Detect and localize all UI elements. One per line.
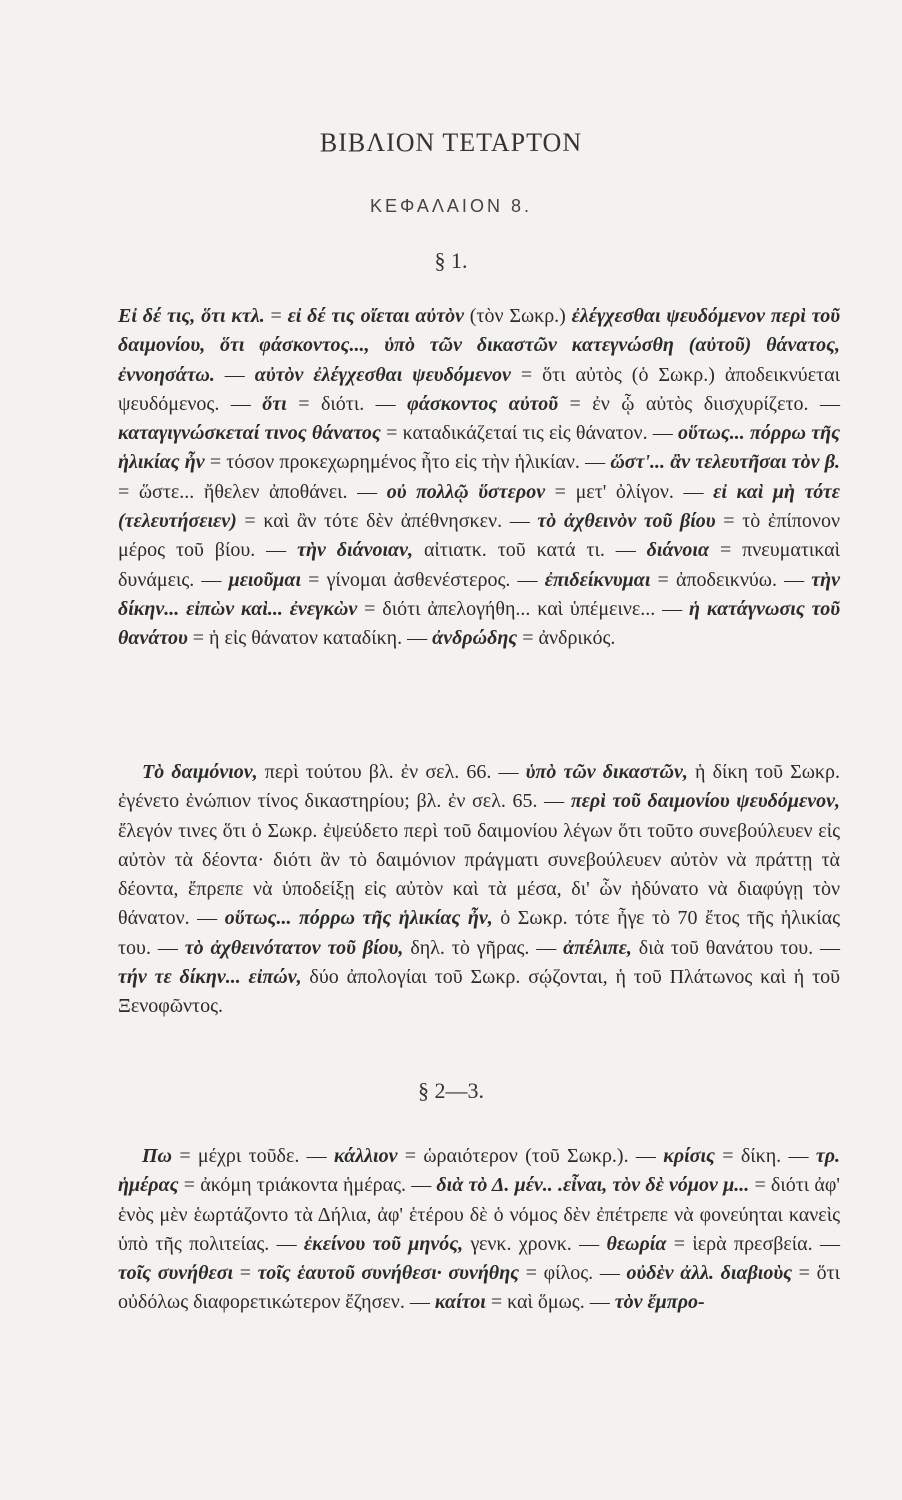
commentary-text: αἰτιατκ. τοῦ κατά τι. — bbox=[413, 539, 647, 562]
commentary-paragraph-1 bbox=[118, 302, 840, 654]
lemma-text: κάλλιον bbox=[334, 1145, 398, 1167]
commentary-paragraph-3 bbox=[118, 1142, 840, 1318]
lemma-text: Πω bbox=[142, 1145, 173, 1167]
lemma-text: διάνοια bbox=[646, 539, 710, 562]
lemma-text: μειοῦμαι bbox=[228, 568, 301, 591]
commentary-text: = ἀνδρικός. bbox=[517, 627, 616, 650]
lemma-text: Τὸ δαιμόνιον, bbox=[142, 761, 258, 783]
lemma-text: τὴν δίκην... εἰπὼν καὶ... ἐνεγκὼν bbox=[118, 568, 840, 620]
commentary-text: = διότι ἀπελογήθη... καὶ ὑπέμεινε... — bbox=[357, 597, 690, 620]
lemma-text: τρ. ἡμέρας bbox=[118, 1145, 840, 1197]
commentary-text: = ἐν ᾧ αὐτὸς διισχυρίζετο. — bbox=[558, 392, 841, 415]
lemma-text: τὸ ἀχθεινὸν τοῦ βίου bbox=[537, 510, 716, 533]
lemma-text: ἐκείνου τοῦ μηνός, bbox=[303, 1232, 464, 1255]
lemma-text: οὐ πολλῷ ὕστερον bbox=[386, 480, 546, 503]
lemma-text: ἀπέλιπε, bbox=[563, 936, 632, 959]
lemma-text: εἰ καὶ μὴ τότε (τελευτήσειεν) bbox=[118, 480, 841, 533]
lemma-text: καίτοι bbox=[434, 1291, 486, 1314]
lemma-text: διὰ τὸ Δ. μέν.. .εἶναι, τὸν δὲ νόμον μ... bbox=[436, 1174, 750, 1197]
commentary-text: = φίλος. — bbox=[519, 1262, 627, 1285]
lemma-text: οὕτως... πόρρω τῆς ἡλικίας ἦν, bbox=[224, 907, 493, 930]
commentary-text: δύο ἀπολογίαι τοῦ Σωκρ. σῴζονται, ἡ τοῦ Πλάτωνος καὶ ἡ τοῦ Ξενοφῶντος. bbox=[118, 966, 841, 1018]
lemma-text: Εἰ δέ τις, ὅτι κτλ. bbox=[118, 305, 265, 327]
lemma-text: ἐπιδείκνυμαι bbox=[544, 568, 651, 591]
commentary-text: γενκ. χρονκ. — bbox=[463, 1232, 607, 1255]
commentary-text: = μετ' ὀλίγον. — bbox=[545, 480, 714, 503]
lemma-text: ὥστ'... ἂν τελευτῆσαι τὸν β. bbox=[610, 451, 840, 474]
commentary-text: = ὡραιότερον (τοῦ Σωκρ.). — bbox=[397, 1145, 664, 1167]
commentary-text: = τὸ ἐπίπονον μέρος τοῦ βίου. — bbox=[118, 510, 840, 562]
section-heading-2: § 2—3. bbox=[418, 1078, 484, 1103]
commentary-text: = ἀποδεικνύω. — bbox=[650, 568, 812, 591]
lemma-text: ἐλέγχεσθαι ψευδόμενον περὶ τοῦ δαιμονίου, ὅτι φάσκοντος..., ὑπὸ τῶν δικαστῶν κατεγνώσθη (αὐτοῦ) θάνατος, ἐννοησάτω. bbox=[118, 305, 841, 386]
commentary-text: = γίνομαι ἀσθενέστερος. — bbox=[301, 568, 545, 591]
lemma-text: περὶ τοῦ δαιμονίου ψευδόμενον, bbox=[570, 790, 840, 813]
commentary-text: ἡ δίκη τοῦ Σωκρ. ἐγένετο ἐνώπιον τίνος δικαστηρίου; βλ. ἐν σελ. 65. — bbox=[118, 761, 840, 813]
commentary-text: = ὥστε... ἤθελεν ἀποθάνει. — bbox=[118, 480, 387, 503]
commentary-text: = bbox=[264, 305, 288, 327]
book-title: ΒΙΒΛΙΟΝ ΤΕΤΑΡΤΟΝ bbox=[319, 128, 583, 157]
commentary-text: = ἱερὰ πρεσβεία. — bbox=[666, 1232, 840, 1255]
commentary-text: = μέχρι τοῦδε. — bbox=[172, 1145, 334, 1167]
lemma-text: φάσκοντος αὐτοῦ bbox=[407, 392, 559, 415]
lemma-text: αὐτὸν ἐλέγχεσθαι ψευδόμενον bbox=[254, 363, 511, 386]
commentary-text: = καὶ ἂν τότε δὲν ἀπέθνησκεν. — bbox=[236, 510, 538, 533]
commentary-text: = δίκη. — bbox=[714, 1145, 816, 1167]
lemma-text: ἡ κατάγνωσις τοῦ θανάτου bbox=[118, 597, 840, 650]
commentary-text: = ὅτι αὐτὸς (ὁ Σωκρ.) ἀποδεικνύεται ψευδόμενος. — bbox=[118, 363, 841, 415]
lemma-text: τοῖς ἑαυτοῦ συνήθεσι· συνήθης bbox=[257, 1262, 520, 1285]
commentary-text: = διότι. — bbox=[286, 392, 408, 415]
lemma-text: τήν τε δίκην... εἰπών, bbox=[118, 966, 302, 989]
lemma-text: τὴν διάνοιαν, bbox=[297, 539, 414, 562]
commentary-text: = ἡ εἰς θάνατον καταδίκη. — bbox=[187, 627, 433, 650]
commentary-text: = πνευματικαὶ δυνάμεις. — bbox=[118, 539, 840, 591]
lemma-text: καταγιγνώσκεταί τινος θάνατος bbox=[118, 422, 381, 445]
commentary-text: = bbox=[233, 1262, 258, 1285]
chapter-heading: ΚΕΦΑΛΑΙΟΝ 8. bbox=[370, 196, 532, 216]
commentary-text: (τὸν Σωκρ.) bbox=[463, 305, 572, 327]
commentary-paragraph-2 bbox=[118, 758, 840, 1022]
commentary-text: — bbox=[214, 363, 255, 386]
lemma-text: οὕτως... πόρρω τῆς ἡλικίας ἦν bbox=[118, 422, 840, 474]
commentary-text: διὰ τοῦ θανάτου του. — bbox=[631, 936, 840, 959]
lemma-text: τὸν ἔμπρο- bbox=[614, 1291, 705, 1314]
lemma-text: ὅτι bbox=[262, 392, 287, 415]
lemma-text: θεωρία bbox=[606, 1232, 667, 1255]
commentary-text: = ὅτι οὐδόλως διαφορετικώτερον ἔζησεν. — bbox=[118, 1262, 841, 1314]
lemma-text: εἰ δέ τις οἴεται αὐτὸν bbox=[287, 305, 464, 327]
commentary-text: δηλ. τὸ γῆρας. — bbox=[403, 936, 564, 959]
lemma-text: οὐδὲν ἀλλ. διαβιοὺς bbox=[626, 1262, 793, 1285]
commentary-text: = τόσον προκεχωρημένος ἦτο εἰς τὴν ἡλικίαν. — bbox=[204, 451, 611, 474]
commentary-text: = ἀκόμη τριάκοντα ἡμέρας. — bbox=[178, 1174, 437, 1197]
lemma-text: τὸ ἀχθεινότατον τοῦ βίου, bbox=[184, 936, 404, 959]
commentary-text: ὁ Σωκρ. τότε ἦγε τὸ 70 ἔτος τῆς ἡλικίας του. — bbox=[118, 907, 841, 959]
commentary-text: περὶ τούτου βλ. ἐν σελ. 66. — bbox=[257, 761, 526, 783]
lemma-text: ὑπὸ τῶν δικαστῶν, bbox=[525, 761, 688, 783]
commentary-text: ἔλεγόν τινες ὅτι ὁ Σωκρ. ἐψεύδετο περὶ τοῦ δαιμονίου λέγων ὅτι τοῦτο συνεβούλευεν εἰς αὐτὸν τὰ δέοντα· διότι ἂν τὸ δαιμόνιον πράγματι συνεβούλευεν αὐτὸν νὰ πράττῃ τὰ δέοντα, ἔπρεπε νὰ ὑποδείξῃ εἰς αὐτὸν καὶ τὰ μέσα, δι' ὧν ἠδύνατο νὰ διαφύγῃ τὸν θάνατον. — bbox=[118, 819, 840, 930]
lemma-text: κρίσις bbox=[663, 1145, 715, 1167]
section-heading-1: § 1. bbox=[434, 248, 468, 273]
lemma-text: ἀνδρώδης bbox=[432, 627, 518, 650]
commentary-text: = καὶ ὅμως. — bbox=[485, 1291, 615, 1314]
commentary-text: = καταδικάζεταί τις εἰς θάνατον. — bbox=[380, 422, 679, 445]
commentary-text: = διότι ἀφ' ἑνὸς μὲν ἑωρτάζοντο τὰ Δήλια, ἀφ' ἑτέρου δὲ ὁ νόμος δὲν ἐπέτρεπε νὰ φονεύηται κανεὶς ὑπὸ τῆς πολιτείας. — bbox=[118, 1174, 840, 1255]
lemma-text: τοῖς συνήθεσι bbox=[118, 1262, 234, 1285]
